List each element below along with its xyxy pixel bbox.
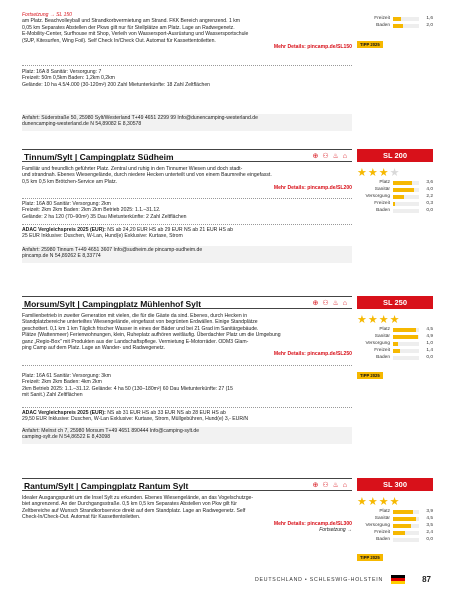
flag-stripe	[391, 581, 405, 584]
rating-label: Platz	[379, 509, 390, 514]
entry-sidebar	[357, 166, 433, 214]
rating-value: 1,6	[426, 16, 433, 21]
rating-row	[357, 522, 433, 529]
entry-body	[22, 495, 352, 533]
rating-value: 2,4	[426, 530, 433, 535]
body-line: biet angrenzend. An der Durchgangsstraße. 0,5 km 0,5 km Separates Abstellen von Pkw gilt für	[22, 501, 237, 508]
rating-bar	[393, 195, 419, 199]
rating-fill	[393, 517, 416, 521]
facts-line: 2km Betrieb 2025: 1.1.–31.12. Gelände: 4 ha 50 (130–180m²) 60 Dau Mietunterkünfte: 27 (15	[22, 385, 233, 392]
rating-bar	[393, 188, 419, 192]
entry-code: SL 300	[357, 478, 433, 491]
body-line: Zeltbereiche auf Wunsch Strandkorbservice direkt auf dem Standplatz. Lage an Radwegenetz. Self	[22, 507, 246, 514]
rating-fill	[393, 510, 413, 514]
price-label: ADAC Vergleichspreis 2025 (EUR):	[22, 227, 106, 233]
rating-value: 2,0	[426, 23, 433, 28]
rating-row	[357, 536, 433, 543]
rating-row	[357, 340, 433, 347]
rating-label: Sanitär	[374, 516, 390, 521]
region-label: DEUTSCHLAND • SCHLESWIG-HOLSTEIN	[254, 577, 383, 583]
body-line: ganz „Regio-Box" mit Produkten aus der Landschaftspflege. Vermietung E-Motorräder. ODM3 Glam-	[22, 338, 249, 345]
amenity-icons: ⊕ ⚇ ♨ ⌂	[312, 153, 348, 160]
rating-bar	[393, 510, 419, 514]
tipp-badge: TIPP 2025	[357, 41, 383, 48]
address-line: dunencamping-westerland.de N 54,89082 E 8,30578	[22, 121, 142, 128]
divider	[22, 407, 352, 408]
rating-value: 3,9	[426, 509, 433, 514]
rating-bar	[393, 209, 419, 213]
rating-value: 1,4	[426, 348, 433, 353]
rating-row	[357, 207, 433, 214]
rating-bar	[393, 181, 419, 185]
rating-bar	[393, 356, 419, 360]
entry-address	[22, 246, 352, 263]
rating-label: Versorgung	[365, 523, 390, 528]
divider	[22, 365, 352, 366]
facts-line: Freizeit: 2km 2km Baden: 2km 2km Betrieb 2025: 1.1.–31.12.	[22, 207, 161, 214]
rating-bar	[393, 335, 419, 339]
rating-label: Baden	[376, 208, 390, 213]
facts-line: Platz: 16A 8 Sanitär: Versorgung: 7	[22, 69, 102, 75]
rating-row	[357, 529, 433, 536]
more-details-link[interactable]: Mehr Details: pincamp.de/SL250	[273, 351, 352, 358]
entry-price	[22, 410, 352, 423]
entry-facts	[22, 373, 352, 399]
rating-label: Freizeit	[374, 530, 390, 535]
address-line: Anfahrt: Melnst ch 7, 25980 Morsum T+49 4651 890444 Info@camping-sylt.de	[22, 428, 200, 434]
price-text: NS ab 31 EUR HS ab 33 EUR NS ab 28 EUR HS ab	[107, 410, 226, 416]
tipp-badge: TIPP 2025	[357, 554, 383, 561]
rating-fill	[393, 24, 403, 28]
top-sidebar	[357, 15, 433, 51]
rating-row	[357, 200, 433, 207]
rating-bar	[393, 17, 419, 21]
rating-fill	[393, 349, 400, 353]
rating-label: Freizeit	[374, 348, 390, 353]
facts-line: Freizeit: 2km 2km Baden: 4km 2km	[22, 379, 102, 386]
price-text: NS ab 24,20 EUR HS ab 29 EUR NS ab 21 EUR HS ab	[107, 227, 233, 233]
entry-title[interactable]: Tinnum/Sylt | Campingplatz Südheim	[24, 152, 174, 162]
top-body-line: 0,05 km Separates Abstellen der Pkws gilt nur für Stellplätze am Platz. Lage an Radwegenetz.	[22, 24, 235, 31]
more-details-link[interactable]: Mehr Details: pincamp.de/SL300	[273, 520, 352, 527]
rating-label: Sanitär	[374, 187, 390, 192]
rating-row	[357, 22, 433, 29]
divider	[22, 65, 352, 66]
rating-row	[357, 186, 433, 193]
body-line: Standplatzbereiche unterteiltes Wiesengelände, eingefasst von begrünten Erdwällen. Einige Standplätze	[22, 319, 258, 326]
rating-value: 2,2	[426, 194, 433, 199]
entry-title[interactable]: Rantum/Sylt | Campingplatz Rantum Sylt	[24, 481, 189, 491]
rating-row	[357, 508, 433, 515]
entry-header	[22, 149, 352, 162]
continued-label: Fortsetzung →	[319, 527, 352, 534]
rating-row	[357, 326, 433, 333]
body-line: Familienbetrieb in zweiter Generation mit vielen, die für die Gäste da sind. Ebenes, durch Hecken in	[22, 313, 248, 319]
entry-address	[22, 427, 352, 444]
rating-fill	[393, 335, 418, 339]
tipp-badge: TIPP 2025	[357, 372, 383, 379]
rating-bar	[393, 524, 419, 528]
rating-label: Sanitär	[374, 334, 390, 339]
facts-line: Platz: 16A 61 Sanitär: Versorgung: 3km	[22, 373, 111, 379]
rating-label: Platz	[379, 180, 390, 185]
rating-row	[357, 193, 433, 200]
german-flag-icon	[391, 575, 405, 584]
body-line: Check-In/Check-Out. Automat für Kassettentoiletten.	[22, 514, 141, 521]
rating-bar	[393, 202, 419, 206]
rating-row	[357, 347, 433, 354]
rating-fill	[393, 531, 405, 535]
top-body-line: E-Mobility-Center, Surfhouse mit Shop, Verleih von Wassersport-Ausrüstung und Wassersportschule	[22, 31, 249, 38]
rating-fill	[393, 188, 414, 192]
entry-price	[22, 227, 352, 240]
rating-row	[357, 354, 433, 361]
rating-row	[357, 15, 433, 22]
rating-bar	[393, 328, 419, 332]
amenity-icons: ⊕ ⚇ ♨ ⌂	[312, 300, 348, 307]
rating-bar	[393, 342, 419, 346]
rating-value: 4,0	[426, 187, 433, 192]
star-rating: ★★★★	[357, 496, 401, 508]
rating-label: Platz	[379, 327, 390, 332]
rating-label: Baden	[376, 537, 390, 542]
entry-code: SL 200	[357, 149, 433, 162]
facts-line: Gelände: 10 ha 4.5/4.000 (30-120m²) 200 Zahl Mietunterkünfte: 18 Zahl Zeltflächen	[22, 81, 211, 88]
rating-label: Freizeit	[374, 16, 390, 21]
more-details-link[interactable]: Mehr Details: pincamp.de/SL150	[273, 44, 352, 51]
rating-value: 0,0	[426, 355, 433, 360]
top-continued-block	[22, 12, 352, 50]
rating-fill	[393, 17, 401, 21]
facts-line: Freizeit: 50m 0,5km Baden: 1,2km 0,2km	[22, 75, 115, 82]
page-number: 87	[422, 575, 431, 584]
body-line: Familiär und freundlich geführter Platz. Zentral und ruhig in den Tinnumer Wiesen und doch stadt-	[22, 166, 243, 172]
amenity-icons: ⊕ ⚇ ♨ ⌂	[312, 482, 348, 489]
top-facts	[22, 69, 352, 88]
address-line: pincamp.de N 54,89262 E 8,33774	[22, 253, 101, 260]
price-line: 29,50 EUR Inklusive: Duschen, W-Lan Exklusive: Kurtaxe, Strom, Müllgebühren, Hund(e) 3,- EUR/N	[22, 416, 249, 423]
entry-code: SL 250	[357, 296, 433, 309]
rating-label: Baden	[376, 355, 390, 360]
top-body-line: am Platz. Beachvolleyball und Strandkorbvermietung am Strand. FKK Bereich angrenzend. 1 km	[22, 18, 241, 25]
entry-body	[22, 166, 352, 192]
star-rating: ★★★★	[357, 167, 401, 179]
price-line: 25 EUR Inklusive: Duschen, W-Lan, Hund(e) Exklusive: Kurtaxe, Strom	[22, 233, 183, 240]
rating-fill	[393, 202, 395, 206]
rating-value: 4,9	[426, 334, 433, 339]
entry-header	[22, 478, 352, 491]
rating-bar	[393, 538, 419, 542]
rating-row	[357, 515, 433, 522]
rating-label: Baden	[376, 23, 390, 28]
entry-header	[22, 296, 352, 309]
more-details-link[interactable]: Mehr Details: pincamp.de/SL200	[273, 185, 352, 192]
rating-value: 3,5	[426, 523, 433, 528]
entry-sidebar	[357, 495, 433, 564]
facts-line: Platz: 16A 80 Sanitär: Versorgung: 2km	[22, 201, 111, 207]
divider	[22, 224, 352, 225]
address-line: Anfahrt: Süderstraße 50, 25980 Sylt/Westerland T+49 4651 2299 99 Info@dunencamping-westerland.de	[22, 115, 258, 121]
body-line: geschottert. 0,1 km 1 km Täglich frischer Wasser in eines der Bäder und bei 21 Grad im Sanitärgebäude.	[22, 325, 259, 332]
body-line: Plätze (Wattenmeer) Ferienwohnungen, klein, Ruheplatz aufhören weitläufig. Überdachter Platz um die Umgebung	[22, 332, 281, 339]
entry-sidebar	[357, 313, 433, 382]
entry-body	[22, 313, 352, 358]
body-line: und strandnah. Ebenes Wiesengelände, durch niedere Hecken unterteilt und von einem Baumreihe eingefasst.	[22, 172, 272, 179]
star-rating: ★★★★	[357, 314, 401, 326]
rating-value: 0,3	[426, 201, 433, 206]
divider	[22, 198, 352, 199]
facts-line: mit Sanit.) Zahl Zeltflächen	[22, 392, 83, 399]
rating-value: 3,6	[426, 180, 433, 185]
rating-bar	[393, 24, 419, 28]
address-line: camping-sylt.de N 54,86522 E 8,43098	[22, 434, 111, 441]
rating-fill	[393, 342, 398, 346]
rating-bar	[393, 531, 419, 535]
rating-row	[357, 333, 433, 340]
rating-label: Versorgung	[365, 194, 390, 199]
rating-value: 4,5	[426, 327, 433, 332]
entry-title[interactable]: Morsum/Sylt | Campingplatz Mühlenhof Sylt	[24, 299, 202, 309]
rating-fill	[393, 195, 404, 199]
rating-value: 1,0	[426, 341, 433, 346]
address-line: Anfahrt: 25980 Tinnum T+49 4651 3607 Info@sudheim.de pincamp-sudheim.de	[22, 247, 203, 253]
continued-label: Fortsetzung → SL 150	[22, 12, 72, 18]
top-address	[22, 114, 352, 131]
facts-line: Gelände: 2 ha 120 (70–90m²) 35 Dau Mietunterkünfte: 2 Zahl Zeltflächen	[22, 213, 187, 220]
rating-fill	[393, 181, 412, 185]
top-body-line: (SUP, Kitesurfen, Wing Foil). Self Check In/Check Out. Automat für Kassettentoiletten.	[22, 37, 216, 44]
rating-value: 4,5	[426, 516, 433, 521]
rating-label: Freizeit	[374, 201, 390, 206]
rating-value: 0,0	[426, 537, 433, 542]
rating-label: Versorgung	[365, 341, 390, 346]
price-label: ADAC Vergleichspreis 2025 (EUR):	[22, 410, 106, 416]
rating-fill	[393, 328, 416, 332]
rating-value: 0,0	[426, 208, 433, 213]
entry-facts	[22, 201, 352, 220]
rating-fill	[393, 524, 411, 528]
body-line: 0,5 km 0,5 km Brötchen-Service am Platz.	[22, 178, 118, 185]
body-line: ping Camp auf dem Platz. Lage an Wander- und Radwegenetz.	[22, 345, 166, 352]
rating-bar	[393, 349, 419, 353]
body-line: Idealer Ausgangspunkt um die Insel Sylt zu erkunden. Ebenes Wiesengelände, an das Vogelschutzge-	[22, 495, 254, 501]
rating-row	[357, 179, 433, 186]
rating-bar	[393, 517, 419, 521]
